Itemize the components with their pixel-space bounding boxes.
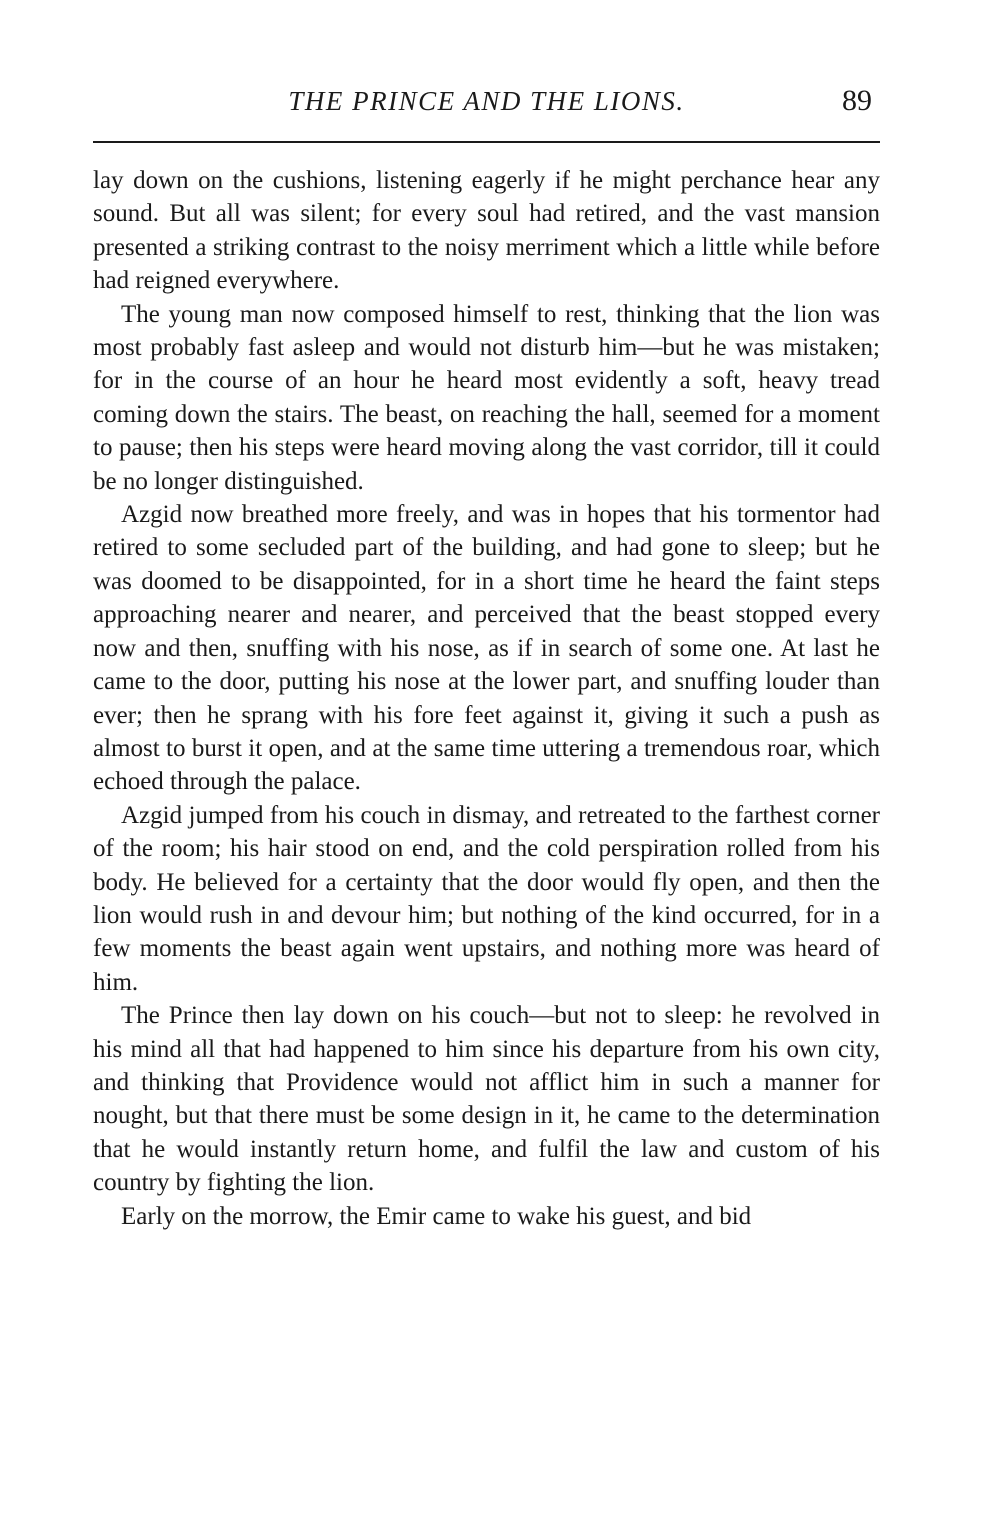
running-head: [93, 84, 880, 130]
paragraph-3: Azgid now breathed more freely, and was in hopes that his tormentor had retired to some secluded part of the building, and had gone to sleep; but he was doomed to be disappointed, for in a short time he heard the faint steps approaching nearer and nearer, and perceived that the beast stopped every now and then, snuffing with his nose, as if in search of some one. At last he came to the door, putting his nose at the lower part, and snuffing louder than ever; then he sprang with his fore feet against it, giving it such a push as almost to burst it open, and at the same time uttering a tremendous roar, which echoed through the palace.: [93, 501, 880, 796]
running-title: THE PRINCE AND THE LIONS.: [288, 86, 685, 116]
header-rule: [93, 141, 880, 143]
page-number: 89: [842, 84, 872, 117]
paragraph-6: Early on the morrow, the Emir came to wake his guest, and bid: [121, 1202, 752, 1230]
body-text: [93, 164, 880, 1233]
paragraph-1: lay down on the cushions, listening eagerly if he might perchance hear any sound. But all was silent; for every soul had retired, and the vast mansion presented a striking contrast to the noisy merriment which a little while before had reigned everywhere.: [93, 167, 880, 295]
paragraph-5: The Prince then lay down on his couch—but not to sleep: he revolved in his mind all that had happened to him since his departure from his own city, and thinking that Providence would not afflict him in such a manner for nought, but that there must be some design in it, he came to the determination that he would instantly return home, and fulfil the law and custom of his country by fighting the lion.: [93, 1002, 880, 1197]
paragraph-4: Azgid jumped from his couch in dismay, and retreated to the farthest corner of the room; his hair stood on end, and the cold perspiration rolled from his body. He believed for a certainty that the door would fly open, and then the lion would rush in and devour him; but nothing of the kind occurred, for in a few moments the beast again went upstairs, and nothing more was heard of him.: [93, 801, 880, 996]
paragraph-2: The young man now composed himself to rest, thinking that the lion was most probably fast asleep and would not disturb him—but he was mistaken; for in the course of an hour he heard most evidently a soft, heavy tread coming down the stairs. The beast, on reaching the hall, seemed for a moment to pause; then his steps were heard moving along the vast corridor, till it could be no longer distinguished.: [93, 300, 880, 495]
